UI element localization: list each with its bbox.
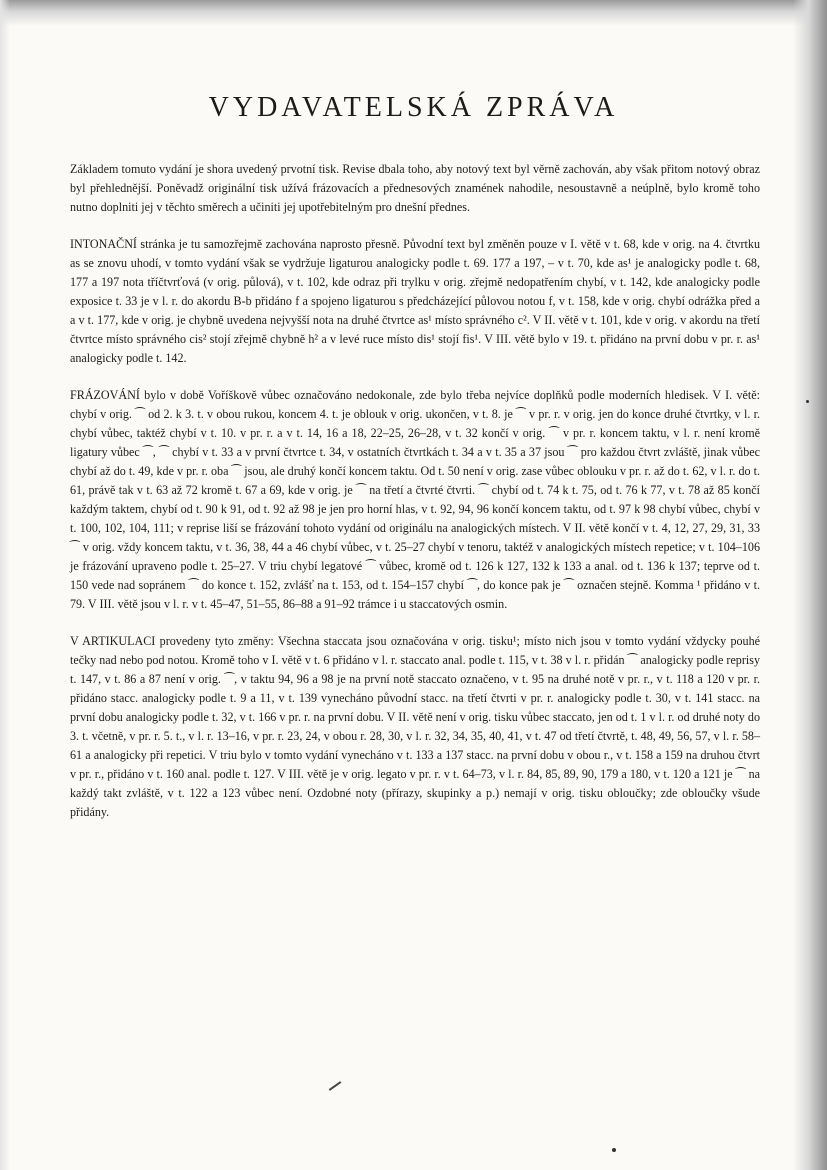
report-body (70, 160, 760, 822)
paragraph-articulation: V ARTIKULACI provedeny tyto změny: Všechna staccata jsou označována v orig. tisku¹; místo nich jsou v tomto vydání vždycky pouhé tečky nad nebo pod notou. Kromě toho v I. větě v t. 6 přidáno v l. r. staccato anal. podle t. 115, v t. 38 v l. r. přidán ⁀ analogicky podle reprisy t. 147, v t. 86 a 87 není v orig. ⁀, v taktu 94, 96 a 98 je na první notě staccato označeno, v t. 95 na druhé notě v pr. r., v t. 118 a 120 v pr. r. přidáno stacc. analogicky podle t. 9 a 11, v t. 139 vynecháno původní stacc. na třetí čtvrti v pr. r. analogicky podle t. 30, v t. 141 stacc. na první dobu analogicky podle t. 32, v t. 166 v pr. r. na první dobu. V II. větě není v orig. tisku vůbec staccato, jen od t. 1 v l. r. od druhé noty do 3. t. včetně, v pr. r. 5. t., v l. r. 13–16, v pr. r. 23, 24, v obou r. 28, 30, v l. r. 32, 34, 35, 40, 41, v t. 47 od třetí čtvrtě, t. 48, 49, 56, 57, v l. r. 58–61 a analogicky při repetici. V triu bylo v tomto vydání vynecháno v t. 133 a 137 stacc. na první dobu v obou r., v t. 158 a 159 na druhou čtvrt v pr. r., přidáno v t. 160 anal. podle t. 127. V III. větě je v orig. legato v pr. r. v t. 64–73, v l. r. 84, 85, 89, 90, 179 a 180, v t. 120 a 121 je ⁀ na každý takt zvláště, v t. 122 a 123 vůbec není. Ozdobné noty (přírazy, skupinky a p.) nemají v orig. tisku obloučky; zde obloučky všude přidány. (70, 634, 760, 819)
pen-mark (329, 1081, 342, 1091)
scan-edge-left (0, 0, 10, 1170)
paragraph-phrasing: FRÁZOVÁNÍ bylo v době Voříškově vůbec označováno nedokonale, zde bylo třeba nejvíce doplňků podle moderních hledisek. V I. větě: chybí v orig. ⁀ od 2. k 3. t. v obou rukou, koncem 4. t. je oblouk v orig. ukončen, v t. 8. je ⁀ v pr. r. v orig. jen do konce druhé čtvrtky, v l. r. chybí vůbec, taktéž chybí v t. 10. v pr. r. a v t. 14, 16 a 18, 22–25, 26–28, v t. 32 končí v orig. ⁀ v pr. r. koncem taktu, v l. r. není kromě ligatury vůbec ⁀, ⁀ chybí v t. 33 a v první čtvrtce t. 34, v ostatních čtvrtkách t. 34 a v t. 35 a 37 jsou ⁀ pro každou čtvrt zvláště, jinak vůbec chybí až do t. 49, kde v pr. r. oba ⁀ jsou, ale druhý končí koncem taktu. Od t. 50 není v orig. zase vůbec oblouku v pr. r. až do t. 62, v l. r. do t. 61, právě tak v t. 63 až 72 kromě t. 67 a 69, kde v orig. je ⁀ na třetí a čtvrté čtvrti. ⁀ chybí od t. 74 k t. 75, od t. 76 k 77, v t. 78 až 85 končí každým taktem, chybí od t. 90 k 91, od t. 92 až 98 je jen pro horní hlas, v t. 92, 94, 96 končí koncem taktu, od t. 97 k 98 chybí vůbec, chybí v t. 100, 102, 104, 111; v reprise liší se frázování tohoto vydání od originálu na analogických místech. V II. větě končí v t. 4, 12, 27, 29, 31, 33 ⁀ v orig. vždy koncem taktu, v t. 36, 38, 44 a 46 chybí vůbec, v t. 25–27 chybí v tenoru, taktéž v analogických místech repetice; v t. 104–106 je frázování upraveno podle t. 25–27. V triu chybí legatové ⁀ vůbec, kromě od t. 126 k 127, 132 k 133 a anal. od t. 136 k 137; teprve od t. 150 vede nad sopránem ⁀ do konce t. 152, zvlášť na t. 153, od t. 154–157 chybí ⁀, do konce pak je ⁀ označen stejně. Komma ¹ přidáno v t. 79. V III. větě jsou v l. r. v t. 45–47, 51–55, 86–88 a 91–92 trámce i u staccatových osmin. (70, 388, 760, 611)
paragraph-intonation: INTONAČNÍ stránka je tu samozřejmě zachována naprosto přesně. Původní text byl změněn pouze v I. větě v t. 68, kde v orig. na 4. čtvrtku as se znovu uhodí, v tomto vydání však se vydržuje ligaturou analogicky podle t. 69. 177 a 197, – v t. 70, kde as¹ je analogicky podle t. 68, 177 a 197 nota tříčtvrťová (v orig. půlová), v t. 102, kde odraz při trylku v orig. zřejmě nedopatřením chybí, v t. 142, kde analogicky podle exposice t. 33 je v l. r. do akordu B-b přidáno f a spojeno ligaturou s předcházející půlovou notou f, v t. 158, kde v orig. chybí odrážka před a a v t. 177, kde v orig. je chybně uvedena nejvyšší nota na druhé čtvrtce as¹ místo správného c². V II. větě v t. 101, kde v orig. v akordu na třetí čtvrtce místo správného cis² stojí zřejmě chybně h² a v levé ruce místo dis¹ stojí fis¹. V III. větě bylo v 19. t. přidáno na první dobu v pr. r. as¹ analogicky podle t. 142. (70, 237, 760, 365)
scan-edge-top (0, 0, 827, 26)
ink-dot (612, 1148, 616, 1152)
ink-dot (806, 400, 809, 403)
paragraph-intro: Základem tomuto vydání je shora uvedený prvotní tisk. Revise dbala toho, aby notový text byl věrně zachován, aby však přitom notový obraz byl přehlednější. Poněvadž originální tisk užívá frázovacích a přednesových znamének nahodile, nesoustavně a neúplně, bylo kromě toho nutno doplniti jej v těchto směrech a učiniti jej upotřebitelným pro dnešní přednes. (70, 162, 760, 214)
scan-edge-right (793, 0, 827, 1170)
page-title: VYDAVATELSKÁ ZPRÁVA (208, 92, 619, 123)
